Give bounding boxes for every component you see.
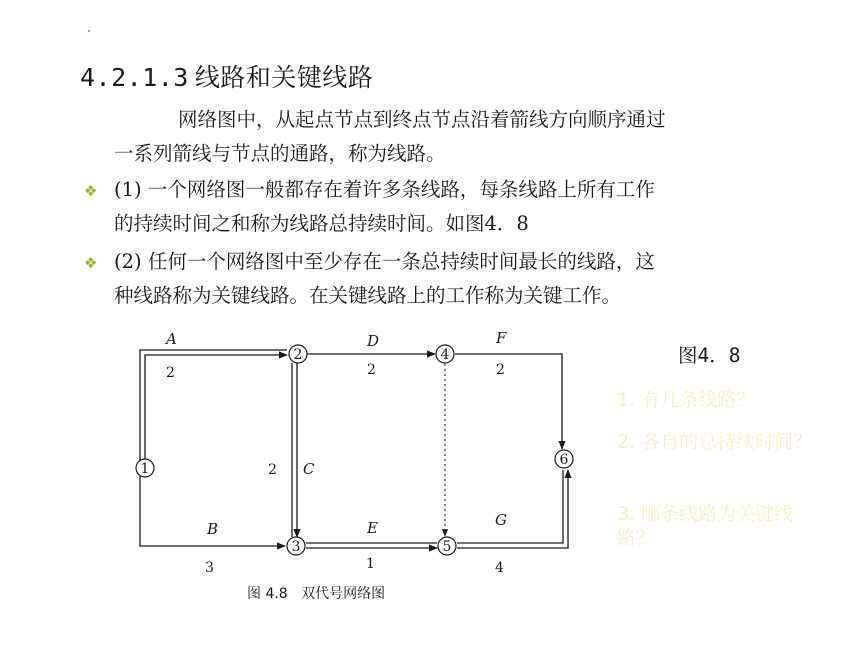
intro-line-2: 一系列箭线与节点的通路，称为线路。	[114, 142, 446, 165]
activity-f-label: F	[496, 329, 507, 347]
activity-f-duration: 2	[496, 362, 505, 378]
diagram-caption: 图 4.8 双代号网络图	[247, 586, 386, 602]
activity-f-arrow	[455, 354, 562, 449]
bullet-2-line-1: (2) 任何一个网络图中至少存在一条总持续时间最长的线路，这	[114, 250, 655, 273]
activity-c-label: C	[303, 460, 315, 478]
question-3: 3. 哪条线路为关键线路？	[617, 503, 794, 549]
section-number: 4.2.1.3	[80, 63, 189, 92]
node-4	[436, 345, 454, 363]
activity-g-duration: 4	[495, 560, 504, 576]
diamond-bullet-icon: ❖	[84, 254, 98, 272]
activity-b-label: B	[207, 520, 219, 538]
activity-e-arrow	[306, 543, 437, 548]
activity-a-label: A	[166, 330, 177, 348]
activity-a-duration: 2	[166, 365, 175, 381]
section-title: 线路和关键线路	[194, 63, 374, 92]
node-6-label: 6	[559, 452, 569, 468]
activity-e-label: E	[367, 519, 378, 537]
node-4-label: 4	[440, 347, 450, 363]
activity-e-duration: 1	[366, 556, 375, 572]
bullet-1-line-2: 的持续时间之和称为线路总持续时间。如图4．8	[114, 212, 529, 235]
intro-line-1: 网络图中，从起点节点到终点节点沿着箭线方向顺序通过	[178, 108, 666, 131]
activity-g-label: G	[495, 511, 507, 529]
activity-g-arrow	[457, 470, 568, 548]
activity-c-duration: 2	[268, 462, 277, 478]
activity-d-duration: 2	[367, 362, 376, 378]
node-1	[136, 459, 154, 477]
node-3	[287, 537, 305, 555]
diamond-bullet-icon: ❖	[84, 182, 98, 200]
bullet-1-line-1: (1) 一个网络图一般都存在着许多条线路，每条线路上所有工作	[114, 178, 655, 201]
node-3-label: 3	[291, 539, 301, 555]
node-2-label: 2	[293, 347, 303, 363]
node-5-label: 5	[442, 539, 452, 555]
activity-b-duration: 3	[205, 560, 214, 576]
bullet-2-line-2: 种线路称为关键线路。在关键线路上的工作称为关键工作。	[114, 284, 622, 307]
activity-a-arrow	[140, 350, 287, 460]
question-2: 2. 各自的总持续时间？	[617, 431, 813, 453]
node-5	[438, 537, 456, 555]
node-6	[555, 450, 573, 468]
question-1: 1. 有几条线路？	[617, 389, 756, 411]
activity-d-label: D	[367, 332, 380, 350]
activity-c-arrow	[292, 363, 297, 537]
figure-label: 图4．8	[678, 344, 741, 367]
node-2	[289, 345, 307, 363]
node-1-label: 1	[140, 461, 150, 477]
